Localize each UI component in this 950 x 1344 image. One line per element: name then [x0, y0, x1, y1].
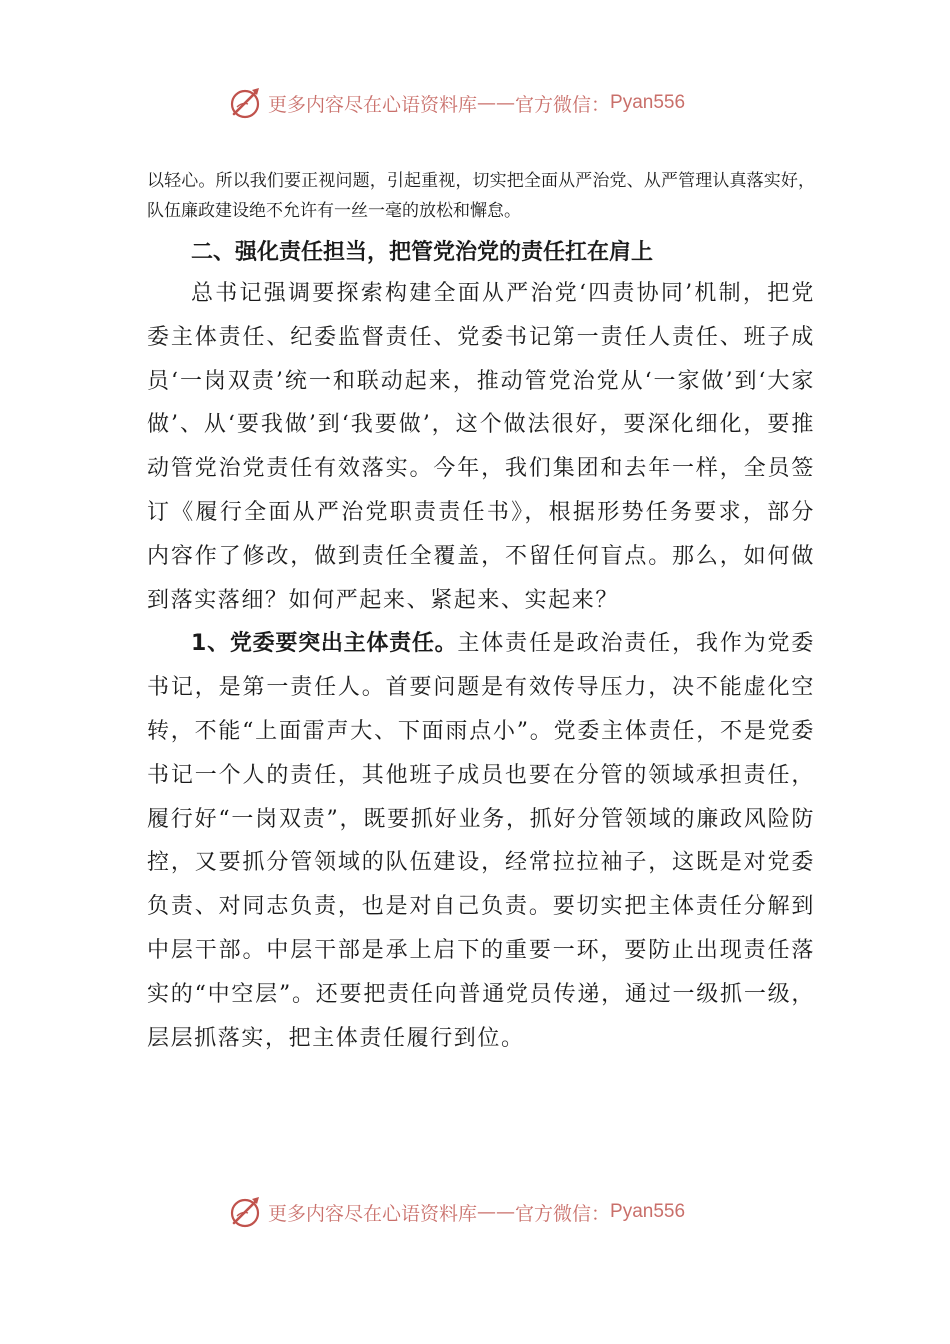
paragraph-2 — [147, 622, 815, 1060]
banner-wechat-id: Pyan556 — [610, 92, 686, 113]
banner-dash: —— — [477, 92, 516, 114]
banner-title: 更多内容尽在心语资料库 — [268, 1202, 478, 1225]
section-heading: 二、强化责任担当，把管党治党的责任扛在肩上 — [191, 240, 654, 265]
banner-wechat-label: 官方微信： — [515, 1202, 611, 1225]
intro-paragraph: 以轻心。所以我们要正视问题，引起重视，切实把全面从严治党、从严管理认真落实好，队伍廉政建设绝不允许有一丝一毫的放松和懈怠。 — [147, 171, 815, 221]
document-body — [147, 166, 815, 1060]
pen-logo-icon — [228, 85, 264, 121]
banner-wechat-id: Pyan556 — [610, 1201, 686, 1222]
header-watermark-banner — [228, 83, 685, 123]
pen-logo-icon — [228, 1194, 264, 1230]
banner-dash: —— — [477, 1201, 516, 1223]
paragraph-2-lead: 1、党委要突出主体责任。 — [191, 631, 458, 657]
paragraph-2-body: 主体责任是政治责任，我作为党委书记，是第一责任人。首要问题是有效传导压力，决不能虚化空转，不能“上面雷声大、下面雨点小”。党委主体责任，不是党委书记一个人的责任，其他班子成员也要在分管的领域承担责任，履行好“一岗双责”，既要抓好业务，抓好分管领域的廉政风险防控，又要抓分管领域的队伍建设，经常拉拉袖子，这既是对党委负责、对同志负责，也是对自己负责。要切实把主体责任分解到中层干部。中层干部是承上启下的重要一环，要防止出现责任落实的“中空层”。还要把责任向普通党员传递，通过一级抓一级，层层抓落实，把主体责任履行到位。 — [147, 631, 815, 1051]
paragraph-1: 总书记强调要探索构建全面从严治党‘四责协同’机制，把党委主体责任、纪委监督责任、党委书记第一责任人责任、班子成员‘一岗双责’统一和联动起来，推动管党治党从‘一家做’到‘大家做’、从‘要我做’到‘我要做’，这个做法很好，要深化细化，要推动管党治党责任有效落实。今年，我们集团和去年一样，全员签订《履行全面从严治党职责责任书》，根据形势任务要求，部分内容作了修改，做到责任全覆盖，不留任何盲点。那么，如何做到落实落细？如何严起来、紧起来、实起来？ — [147, 281, 815, 613]
footer-watermark-banner — [228, 1192, 685, 1232]
banner-wechat-label: 官方微信： — [515, 93, 611, 116]
banner-title: 更多内容尽在心语资料库 — [268, 93, 478, 116]
